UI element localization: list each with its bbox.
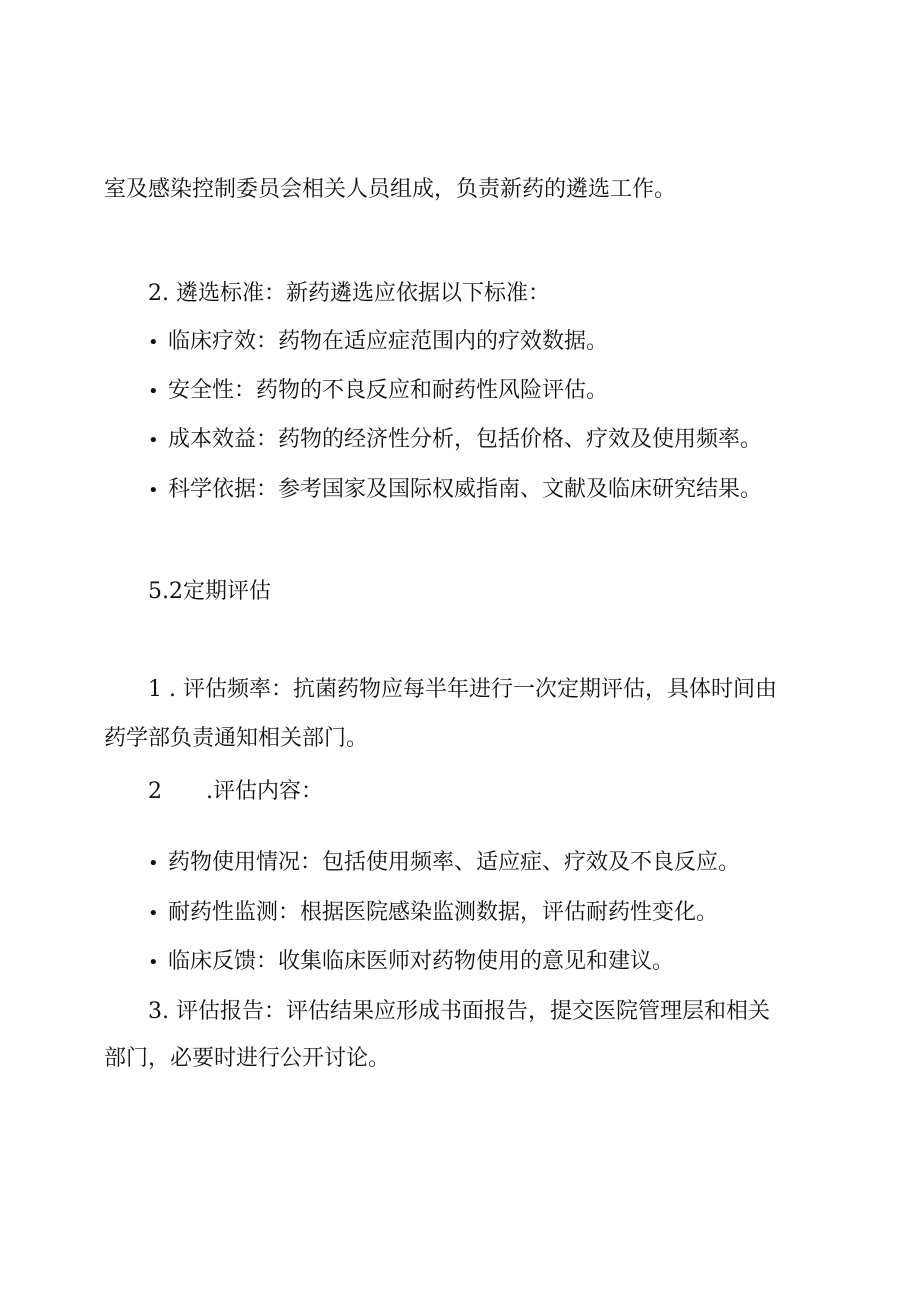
criteria-text: 临床疗效：药物在适应症范围内的疗效数据。 xyxy=(168,329,609,354)
eval-item xyxy=(148,948,674,977)
criteria-text: 成本效益：药物的经济性分析，包括价格、疗效及使用频率。 xyxy=(168,427,763,452)
bullet-icon: • xyxy=(148,480,159,501)
criteria-item xyxy=(148,377,608,406)
criteria-item xyxy=(148,476,762,505)
eval-frequency-line1 xyxy=(148,676,777,704)
criteria-text: 安全性：药物的不良反应和耐药性风险评估。 xyxy=(168,378,609,403)
eval-item xyxy=(148,849,740,878)
report-line1: 3. 评估报告：评估结果应形成书面报告，提交医院管理层和相关 xyxy=(148,999,770,1024)
bullet-icon: • xyxy=(148,853,159,874)
eval-item xyxy=(148,899,718,928)
section-heading: 5.2定期评估 xyxy=(148,579,271,604)
criteria-item xyxy=(148,328,608,357)
eval-frequency-line2: 药学部负责通知相关部门。 xyxy=(104,726,369,751)
criteria-text: 科学依据：参考国家及国际权威指南、文献及临床研究结果。 xyxy=(168,477,763,502)
bullet-icon: • xyxy=(148,903,159,924)
list-number: 2 xyxy=(148,779,162,804)
eval-content-text: .评估内容： xyxy=(206,779,323,804)
bullet-icon: • xyxy=(148,332,159,353)
eval-frequency-text: . 评估频率：抗菌药物应每半年进行一次定期评估，具体时间由 xyxy=(169,677,777,702)
eval-item-text: 临床反馈：收集临床医师对药物使用的意见和建议。 xyxy=(168,949,675,974)
item2-heading: 2. 遴选标准：新药遴选应依据以下标准： xyxy=(148,281,550,306)
list-number: 1 xyxy=(148,677,162,702)
intro-continuation: 室及感染控制委员会相关人员组成，负责新药的遴选工作。 xyxy=(104,177,677,202)
eval-item-text: 药物使用情况：包括使用频率、适应症、疗效及不良反应。 xyxy=(168,850,741,875)
report-line2: 部门，必要时进行公开讨论。 xyxy=(104,1046,391,1071)
bullet-icon: • xyxy=(148,381,159,402)
eval-item-text: 耐药性监测：根据医院感染监测数据，评估耐药性变化。 xyxy=(168,900,719,925)
eval-content-heading xyxy=(148,778,323,806)
criteria-item xyxy=(148,426,762,455)
bullet-icon: • xyxy=(148,430,159,451)
bullet-icon: • xyxy=(148,952,159,973)
